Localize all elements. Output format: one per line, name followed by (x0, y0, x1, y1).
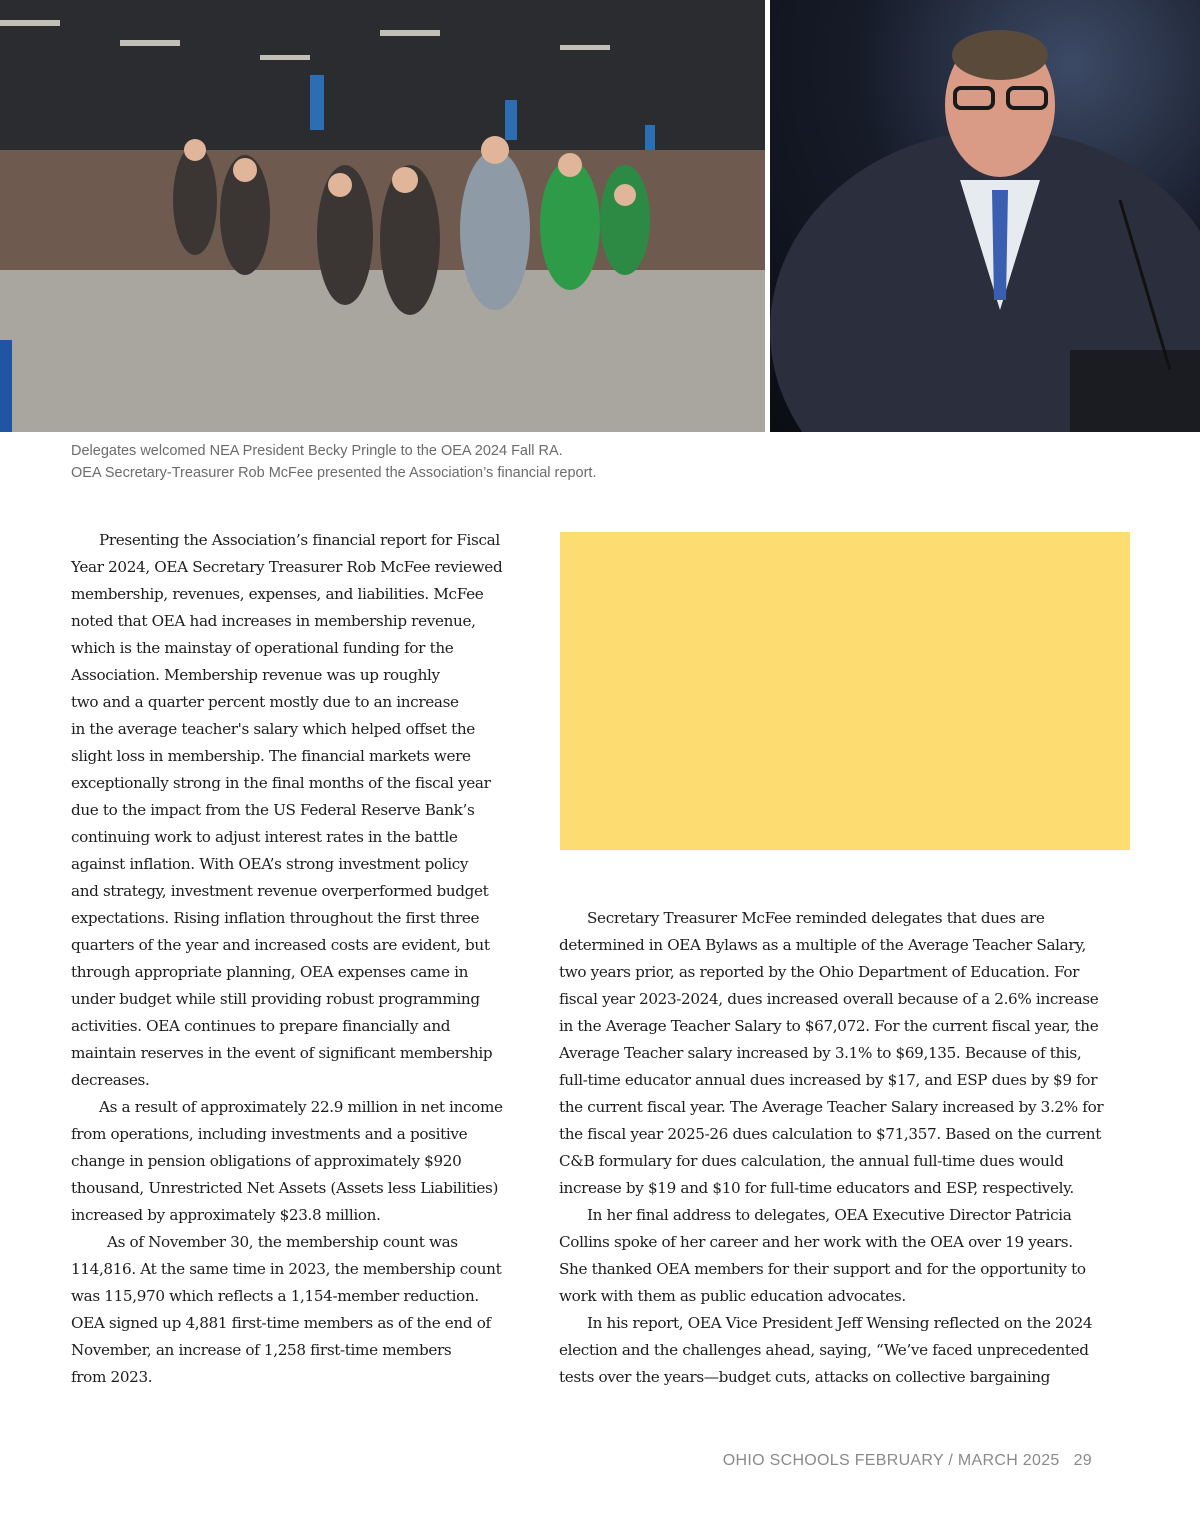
photo-captions (71, 440, 771, 484)
text-line: under budget while still providing robust programming (71, 990, 480, 1008)
text-line: in the Average Teacher Salary to $67,072. For the current fiscal year, the (559, 1017, 1099, 1035)
text-line: through appropriate planning, OEA expenses came in (71, 963, 469, 981)
text-line: work with them as public education advocates. (559, 1287, 906, 1305)
article-right-column (559, 905, 1139, 1391)
text-line: expectations. Rising inflation throughout the first three (71, 909, 480, 927)
text-line: from 2023. (71, 1368, 153, 1386)
text-line: two and a quarter percent mostly due to an increase (71, 693, 459, 711)
text-line: Year 2024, OEA Secretary Treasurer Rob McFee reviewed (71, 558, 503, 576)
page-footer (600, 1452, 1092, 1470)
accent-box (560, 532, 1130, 850)
article-left-column (71, 527, 541, 1391)
text-line: election and the challenges ahead, saying, “We’ve faced unprecedented (559, 1341, 1089, 1359)
text-line: As of November 30, the membership count was (107, 1233, 458, 1251)
text-line: C&B formulary for dues calculation, the annual full-time dues would (559, 1152, 1064, 1170)
page-number: 29 (1073, 1452, 1092, 1469)
text-line: Secretary Treasurer McFee reminded delegates that dues are (587, 909, 1045, 927)
text-line: quarters of the year and increased costs are evident, but (71, 936, 490, 954)
text-line: and strategy, investment revenue overperformed budget (71, 882, 489, 900)
text-line: OEA signed up 4,881 first-time members as of the end of (71, 1314, 491, 1332)
text-line: activities. OEA continues to prepare financially and (71, 1017, 451, 1035)
text-line: was 115,970 which reflects a 1,154-member reduction. (71, 1287, 479, 1305)
text-line: due to the impact from the US Federal Reserve Bank’s (71, 801, 475, 819)
text-line: slight loss in membership. The financial markets were (71, 747, 471, 765)
text-line: full-time educator annual dues increased by $17, and ESP dues by $9 for (559, 1071, 1098, 1089)
footer-publication: OHIO SCHOOLS FEBRUARY / MARCH 2025 (722, 1452, 1060, 1469)
caption-delegates: Delegates welcomed NEA President Becky Pringle to the OEA 2024 Fall RA. (71, 443, 563, 459)
crowd-illustration (0, 0, 765, 432)
text-line: In his report, OEA Vice President Jeff Wensing reflected on the 2024 (587, 1314, 1093, 1332)
text-line: November, an increase of 1,258 first-time members (71, 1341, 452, 1359)
caption-mcfee: OEA Secretary-Treasurer Rob McFee presented the Association’s financial report. (71, 465, 597, 481)
photo-delegates-crowd (0, 0, 765, 432)
text-line: She thanked OEA members for their support and for the opportunity to (559, 1260, 1086, 1278)
text-line: two years prior, as reported by the Ohio Department of Education. For (559, 963, 1080, 981)
text-line: continuing work to adjust interest rates in the battle (71, 828, 458, 846)
text-line: which is the mainstay of operational funding for the (71, 639, 454, 657)
text-line: membership, revenues, expenses, and liabilities. McFee (71, 585, 484, 603)
text-line: thousand, Unrestricted Net Assets (Assets less Liabilities) (71, 1179, 499, 1197)
text-line: In her final address to delegates, OEA Executive Director Patricia (587, 1206, 1072, 1224)
text-line: increase by $19 and $10 for full-time educators and ESP, respectively. (559, 1179, 1074, 1197)
text-line: tests over the years—budget cuts, attacks on collective bargaining (559, 1368, 1051, 1386)
text-line: against inflation. With OEA’s strong investment policy (71, 855, 469, 873)
text-line: noted that OEA had increases in membership revenue, (71, 612, 476, 630)
text-line: Presenting the Association’s financial report for Fiscal (99, 531, 500, 549)
text-line: exceptionally strong in the final months of the fiscal year (71, 774, 491, 792)
text-line: increased by approximately $23.8 million. (71, 1206, 381, 1224)
photo-rob-mcfee (770, 0, 1200, 432)
text-line: As a result of approximately 22.9 million in net income (99, 1098, 503, 1116)
text-line: Association. Membership revenue was up roughly (71, 666, 440, 684)
text-line: in the average teacher's salary which helped offset the (71, 720, 475, 738)
text-line: fiscal year 2023-2024, dues increased overall because of a 2.6% increase (559, 990, 1099, 1008)
text-line: the fiscal year 2025-26 dues calculation to $71,357. Based on the current (559, 1125, 1101, 1143)
text-line: determined in OEA Bylaws as a multiple of the Average Teacher Salary, (559, 936, 1086, 954)
text-line: Average Teacher salary increased by 3.1% to $69,135. Because of this, (559, 1044, 1082, 1062)
text-line: decreases. (71, 1071, 150, 1089)
text-line: 114,816. At the same time in 2023, the membership count (71, 1260, 502, 1278)
text-line: the current fiscal year. The Average Teacher Salary increased by 3.2% for (559, 1098, 1104, 1116)
text-line: Collins spoke of her career and her work with the OEA over 19 years. (559, 1233, 1073, 1251)
text-line: from operations, including investments and a positive (71, 1125, 468, 1143)
speaker-illustration (770, 0, 1200, 432)
text-line: change in pension obligations of approximately $920 (71, 1152, 462, 1170)
text-line: maintain reserves in the event of significant membership (71, 1044, 493, 1062)
